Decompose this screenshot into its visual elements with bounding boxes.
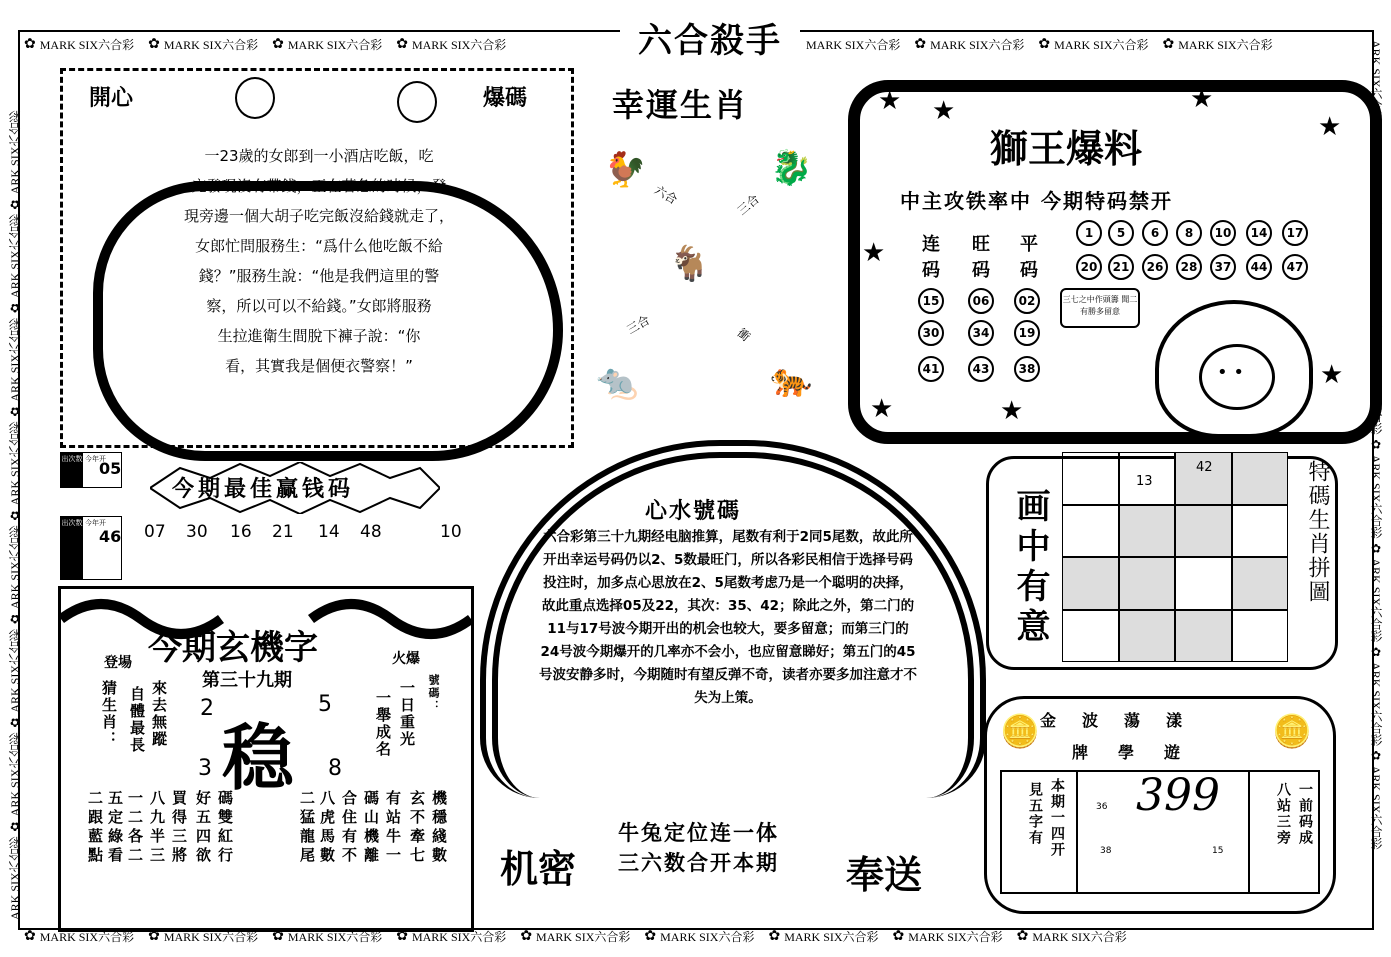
small-number: 38 (1100, 846, 1112, 856)
dragon-icon: 🐉 (770, 148, 813, 188)
analysis-title: 心水號碼 (645, 499, 742, 524)
number-ball: 19 (1014, 320, 1040, 346)
col-head-pingma: 平码 (1020, 234, 1038, 281)
ingot-heading: 金波蕩漾 (1040, 711, 1209, 730)
number-ball: 41 (918, 356, 944, 382)
ban-ball: 6 (1142, 220, 1168, 246)
poem-col: 碼雙紅行 (216, 790, 234, 866)
puzzle-cell (1232, 452, 1289, 505)
page-title: 六合殺手 (620, 20, 800, 62)
puzzle-cell (1175, 610, 1232, 663)
ingot-text: 見五字有 (1027, 782, 1043, 846)
flower-icon: ✿ (272, 929, 284, 944)
joke-box (60, 68, 574, 448)
flower-icon: ✿ (396, 37, 408, 52)
poem-col: 好五四欲 (194, 790, 212, 866)
poem-col: 有站牛一 (384, 790, 402, 866)
poem-col: 一二各二 (126, 790, 144, 866)
count-table: 出次数 今年开 46 (60, 516, 122, 580)
puzzle-cell (1062, 452, 1119, 505)
flower-icon: ✿ (1162, 37, 1175, 52)
poem-col: 八虎馬數 (318, 790, 336, 866)
gold-ingot-icon: 🪙 (1272, 712, 1312, 750)
joke-heading-right: 爆碼 (483, 86, 528, 111)
flower-icon: ✿ (1038, 37, 1051, 52)
top-border-right: MARK SIX六合彩 ✿ MARK SIX六合彩 ✿ MARK SIX六合彩 ✿ MARK SIX六合彩 (806, 37, 1273, 52)
zodiac-label: 六合 (651, 182, 680, 207)
puzzle-cell (1232, 557, 1289, 610)
puzzle-cell (1175, 505, 1232, 558)
puzzle-cell (1119, 610, 1176, 663)
col-head-lianma: 连码 (922, 234, 940, 281)
poem-col: 碼山機離 (362, 790, 380, 866)
ingot-text: 本期一四开 (1049, 778, 1065, 858)
star-icon: ★ (1318, 112, 1342, 142)
flower-icon: ✿ (914, 37, 927, 52)
puzzle-cell (1232, 610, 1289, 663)
count-table: 出次数 今年开 05 (60, 452, 122, 488)
puzzle-cell (1119, 505, 1176, 558)
ban-ball: 5 (1108, 220, 1134, 246)
number-ball: 15 (918, 288, 944, 314)
best-number: 10 (440, 522, 462, 542)
digit: 3 (198, 756, 212, 781)
puzzle-grid (1062, 452, 1288, 662)
number-ball: 38 (1014, 356, 1040, 382)
ban-ball: 26 (1142, 254, 1168, 280)
speech-bubble: 三七之中作頭籌 聞二有勝多留意 (1060, 288, 1140, 328)
cartoon-face-icon (397, 81, 437, 123)
poem-col: 合住有不 (340, 790, 358, 866)
top-border-left: ✿ MARK SIX六合彩 ✿ MARK SIX六合彩 ✿ MARK SIX六合彩 ✿ MARK SIX六合彩 (24, 37, 507, 52)
hint-text: 一日重光 (398, 680, 416, 748)
flower-icon: ✿ (520, 929, 533, 944)
poem-col: 玄不牽七 (408, 790, 426, 866)
poem-col: 五定綠看 (106, 790, 124, 866)
number-ball: 02 (1014, 288, 1040, 314)
ban-ball: 17 (1282, 220, 1308, 246)
best-number: 30 (186, 522, 208, 542)
poem-col: 機穩綫數 (430, 790, 448, 866)
left-border: ARK SIX六合彩 ✿ ARK SIX六合彩 ✿ ARK SIX六合彩 ✿ ARK SIX六合彩 ✿ ARK SIX六合彩 ✿ ARK SIX六合彩 ✿ ARK SIX六合彩 ✿ ARK SIX六合彩 (8, 110, 22, 920)
puzzle-title: 画中有意 (1010, 488, 1050, 648)
number-ball: 06 (968, 288, 994, 314)
ban-ball: 28 (1176, 254, 1202, 280)
flower-icon: ✿ (148, 929, 160, 944)
flower-icon: ✿ (148, 37, 160, 52)
number-ball: 34 (968, 320, 994, 346)
flower-icon: ✿ (644, 929, 657, 944)
flower-icon: ✿ (768, 929, 781, 944)
lion-subtitle: 中主攻铁率中 今期特码禁开 (900, 189, 1173, 213)
star-icon: ★ (862, 238, 886, 268)
star-icon: ★ (1320, 360, 1344, 390)
best-number: 07 (144, 522, 166, 542)
ingot-text: 一前码成 (1297, 782, 1313, 846)
best-number: 14 (318, 522, 340, 542)
zodiac-label: 三合 (624, 312, 653, 337)
ban-ball: 1 (1076, 220, 1102, 246)
number-ball: 30 (918, 320, 944, 346)
poem-col: 八九半三 (148, 790, 166, 866)
ban-ball: 14 (1246, 220, 1272, 246)
tag-right: 火爆 (392, 651, 420, 667)
lion-icon: • • (1155, 300, 1313, 438)
ban-ball: 37 (1210, 254, 1236, 280)
puzzle-subtitle: 特碼生肖拼圖 (1305, 460, 1330, 604)
secret-lines: 牛兔定位连一体 三六数合开本期 (618, 821, 779, 875)
joke-heading-left: 開心 (89, 86, 134, 111)
mystery-title: 今期玄機字 (148, 628, 318, 668)
star-icon: ★ (870, 394, 894, 424)
lucky-zodiac-title: 幸運生肖 (612, 86, 749, 124)
hint-text: 自體最長 (128, 686, 146, 754)
hint-text: 一舉成名 (374, 690, 392, 758)
poem-col: 買得三將 (170, 790, 188, 866)
guess-zodiac-label: 猜生肖： (100, 680, 118, 748)
flower-icon: ✿ (272, 37, 284, 52)
best-number: 16 (230, 522, 252, 542)
right-border: ARK SIX六合彩 ✿ ARK SIX六合彩 ✿ ARK SIX六合彩 ✿ ARK SIX六合彩 ✿ ARK SIX六合彩 ✿ ARK SIX六合彩 ✿ ARK SIX六合彩 ✿ ARK SIX六合彩 (1369, 40, 1383, 850)
ingot-subheading: 牌學遊 (1072, 743, 1211, 762)
gold-ingot-icon: 🪙 (1000, 712, 1040, 750)
number-ball: 43 (968, 356, 994, 382)
small-number: 36 (1096, 802, 1108, 812)
star-icon: ★ (932, 96, 956, 126)
secret-label: 机密 (500, 847, 577, 891)
star-icon: ★ (1000, 396, 1024, 426)
puzzle-cell (1062, 610, 1119, 663)
number-label: 號碼： (427, 674, 440, 713)
period-label: 第三十九期 (202, 670, 292, 691)
col-head-wangma: 旺码 (972, 234, 990, 281)
analysis-text: 六合彩第三十九期经电脑推算，尾数有利于2同5尾数，故此所开出幸运号码仍以2、5数最旺门，所以各彩民相信于选择号码投注时，加多点心思放在2、5尾数考虑乃是一个聪明的决择，故此重点选择05及22，其次：35、42；除此之外，第二门的11与17号波今期开出的机会也较大，要多留意；而第三门的24号波今期爆开的几率亦不会小，也应留意睇好；第五门的45号波安静多时，今期随时有望反弹不奇，读者亦要多加注意才不失为上策。 (539, 529, 917, 706)
digit: 2 (200, 696, 214, 721)
poem-col: 二猛龍尾 (298, 790, 316, 866)
best-number: 21 (272, 522, 294, 542)
ban-ball: 47 (1282, 254, 1308, 280)
puzzle-cell (1232, 505, 1289, 558)
puzzle-cell (1062, 557, 1119, 610)
zodiac-label: 衝 (734, 325, 753, 345)
star-icon: ★ (1190, 84, 1214, 114)
puzzle-cell (1062, 505, 1119, 558)
joke-text: 一23歲的女郎到一小酒店吃飯，吃 完發現沒有帶錢，正在著急的時候，發 現旁邊一個大胡子吃完飯沒給錢就走了， 女郎忙問服務生：“爲什么他吃飯不給 錢？”服務生說：“他是我們這里的警 察，所以可以不給錢。”女郎將服務 生拉進衛生間脫下褲子說：“你 看，其實我是個便衣警察！” (183, 147, 454, 375)
lion-title: 獅王爆料 (990, 127, 1143, 171)
best-numbers-title: 今期最佳赢钱码 (172, 477, 355, 502)
tag-left: 登場 (104, 655, 132, 671)
star-icon: ★ (878, 86, 902, 116)
puzzle-cell (1175, 557, 1232, 610)
mystery-character: 稳 (222, 716, 295, 800)
ban-ball: 8 (1176, 220, 1202, 246)
puzzle-mark: 42 (1196, 460, 1213, 475)
ban-ball: 10 (1210, 220, 1236, 246)
gift-label: 奉送 (846, 853, 923, 897)
handwritten-number: 399 (1136, 770, 1220, 821)
small-number: 15 (1212, 846, 1224, 856)
rooster-icon: 🐓 (604, 150, 647, 190)
flower-icon: ✿ (1016, 929, 1029, 944)
flower-icon: ✿ (396, 929, 408, 944)
ban-ball: 44 (1246, 254, 1272, 280)
flower-icon: ✿ (24, 37, 36, 52)
bottom-border: ✿ MARK SIX六合彩 ✿ MARK SIX六合彩 ✿ MARK SIX六合彩 ✿ MARK SIX六合彩 ✿ MARK SIX六合彩 ✿ MARK SIX六合彩 ✿ MARK SIX六合彩 ✿ MARK SIX六合彩 ✿ MARK SIX六合彩 (24, 929, 1127, 944)
goat-icon: 🐐 (668, 244, 711, 284)
rat-icon: 🐀 (596, 362, 639, 402)
flower-icon: ✿ (24, 929, 36, 944)
tiger-icon: 🐅 (770, 360, 813, 400)
puzzle-mark: 13 (1136, 474, 1153, 489)
flower-icon: ✿ (892, 929, 905, 944)
cartoon-face-icon (235, 77, 275, 119)
ban-ball: 20 (1076, 254, 1102, 280)
ban-ball: 21 (1108, 254, 1134, 280)
zodiac-label: 三合 (734, 191, 763, 218)
hint-text: 來去無蹤 (150, 680, 168, 748)
digit: 5 (318, 692, 332, 717)
ingot-text: 八站三旁 (1275, 782, 1291, 846)
digit: 8 (328, 756, 342, 781)
best-number: 48 (360, 522, 382, 542)
puzzle-cell (1119, 557, 1176, 610)
poem-col: 二跟藍點 (86, 790, 104, 866)
